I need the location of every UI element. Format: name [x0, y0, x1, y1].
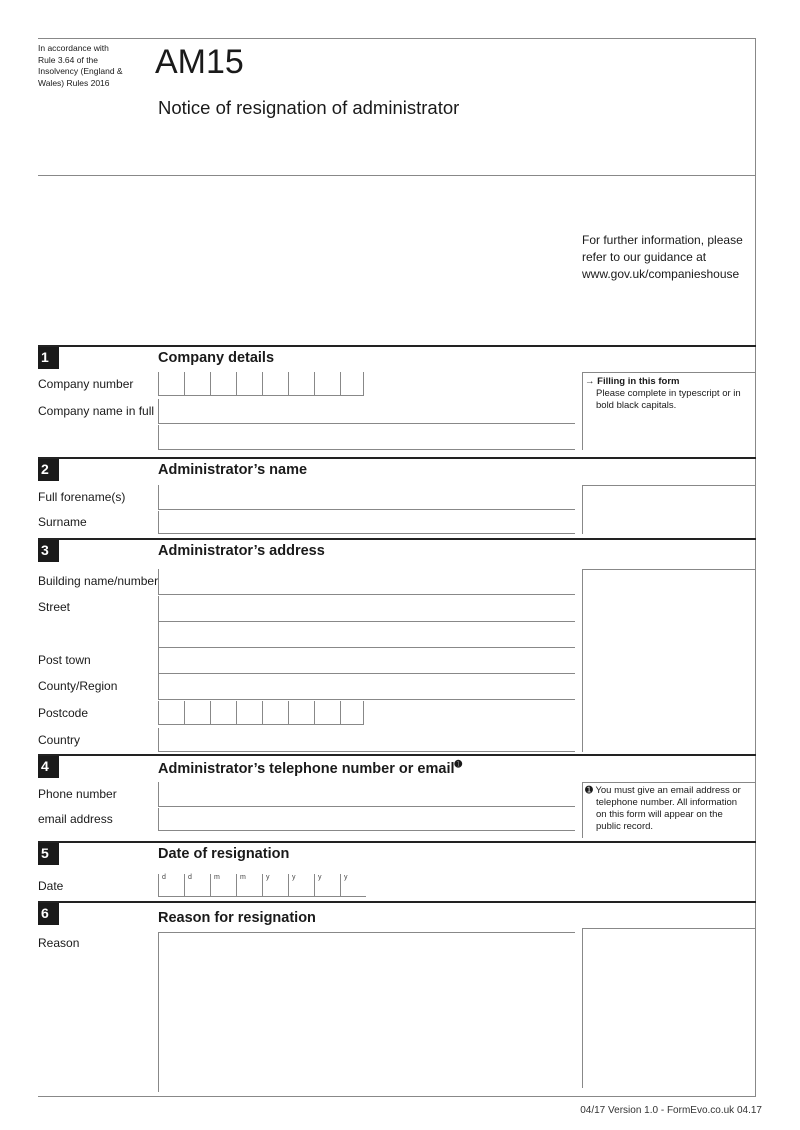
reason-label: Reason	[38, 936, 80, 950]
date-year-4[interactable]: y	[340, 874, 366, 897]
footer-version: 04/17 Version 1.0 - FormEvo.co.uk 04.17	[580, 1105, 762, 1116]
county-label: County/Region	[38, 679, 118, 693]
post-town-field[interactable]	[158, 648, 575, 674]
surname-field[interactable]	[158, 511, 575, 534]
section-1-number: 1	[38, 347, 59, 369]
section-1-title: Company details	[158, 350, 275, 366]
footer-rule	[38, 1096, 756, 1097]
country-label: Country	[38, 733, 81, 747]
country-field[interactable]	[158, 728, 575, 752]
section-6-side-box	[582, 928, 756, 1088]
date-year-1[interactable]: y	[262, 874, 288, 897]
section-2-rule	[38, 457, 756, 459]
building-label: Building name/number	[38, 574, 159, 588]
section-3-number: 3	[38, 540, 59, 562]
top-border	[38, 38, 756, 39]
date-label: Date	[38, 879, 64, 893]
phone-label: Phone number	[38, 787, 117, 801]
company-number-digit[interactable]	[184, 372, 210, 396]
date-month-2[interactable]: m	[236, 874, 262, 897]
email-label: email address	[38, 812, 113, 826]
company-number-digit[interactable]	[340, 372, 364, 396]
form-code: AM15	[155, 43, 244, 81]
date-month-1[interactable]: m	[210, 874, 236, 897]
section-4-number: 4	[38, 756, 59, 778]
section-2-number: 2	[38, 459, 59, 481]
company-name-field-line1[interactable]	[158, 399, 575, 424]
section-5-rule	[38, 841, 756, 843]
form-title: Notice of resignation of administrator	[158, 97, 460, 118]
postcode-char[interactable]	[288, 701, 314, 725]
section-4-title: Administrator’s telephone number or email$^➊$	[158, 759, 463, 777]
forename-label: Full forename(s)	[38, 490, 126, 504]
street-field-line1[interactable]	[158, 596, 575, 622]
date-year-3[interactable]: y	[314, 874, 340, 897]
post-town-label: Post town	[38, 653, 91, 667]
section-5-title: Date of resignation	[158, 846, 290, 862]
postcode-char[interactable]	[184, 701, 210, 725]
section-6-number: 6	[38, 903, 59, 925]
company-number-digit[interactable]	[288, 372, 314, 396]
arrow-right-icon: →	[585, 376, 595, 387]
section-3-title: Administrator’s address	[158, 543, 325, 559]
building-field[interactable]	[158, 569, 575, 595]
section-6-title: Reason for resignation	[158, 910, 316, 926]
postcode-char[interactable]	[314, 701, 340, 725]
section-5-number: 5	[38, 843, 59, 865]
phone-field[interactable]	[158, 782, 575, 807]
postcode-char[interactable]	[340, 701, 364, 725]
postcode-char[interactable]	[210, 701, 236, 725]
date-day-1[interactable]: d	[158, 874, 184, 897]
street-field-line2[interactable]	[158, 622, 575, 648]
info-1-icon: ➊	[585, 785, 593, 796]
postcode-char[interactable]	[262, 701, 288, 725]
rule-note: In accordance with Rule 3.64 of the Insolvency (England & Wales) Rules 2016	[38, 43, 123, 88]
section-3-rule	[38, 538, 756, 540]
header-divider	[38, 175, 756, 176]
postcode-char[interactable]	[236, 701, 262, 725]
forename-field[interactable]	[158, 485, 575, 510]
postcode-char[interactable]	[158, 701, 184, 725]
info-1-icon: ➊	[454, 759, 463, 769]
company-number-digit[interactable]	[314, 372, 340, 396]
county-field[interactable]	[158, 674, 575, 700]
street-label: Street	[38, 600, 71, 614]
company-number-digit[interactable]	[262, 372, 288, 396]
reason-field[interactable]	[158, 932, 575, 1092]
further-info: For further information, please refer to our guidance at www.gov.uk/companieshouse	[582, 233, 743, 281]
company-number-digit[interactable]	[236, 372, 262, 396]
section-2-title: Administrator’s name	[158, 462, 308, 478]
company-name-field-line2[interactable]	[158, 425, 575, 450]
section-1-rule	[38, 345, 756, 347]
company-number-digit[interactable]	[158, 372, 184, 396]
company-number-digit[interactable]	[210, 372, 236, 396]
company-name-label: Company name in full	[38, 404, 155, 418]
section-2-side-box	[582, 485, 756, 534]
date-day-2[interactable]: d	[184, 874, 210, 897]
email-field[interactable]	[158, 808, 575, 831]
section-3-side-box	[582, 569, 756, 752]
postcode-label: Postcode	[38, 706, 89, 720]
surname-label: Surname	[38, 515, 87, 529]
company-number-label: Company number	[38, 377, 134, 391]
filling-in-note: → Filling in this form Please complete in typescript or in bold black capitals.	[585, 376, 741, 411]
contact-note: ➊ You must give an email address or telephone number. All information on this form will appear on the public record.	[585, 785, 741, 832]
section-4-rule	[38, 754, 756, 756]
section-6-rule	[38, 901, 756, 903]
date-year-2[interactable]: y	[288, 874, 314, 897]
